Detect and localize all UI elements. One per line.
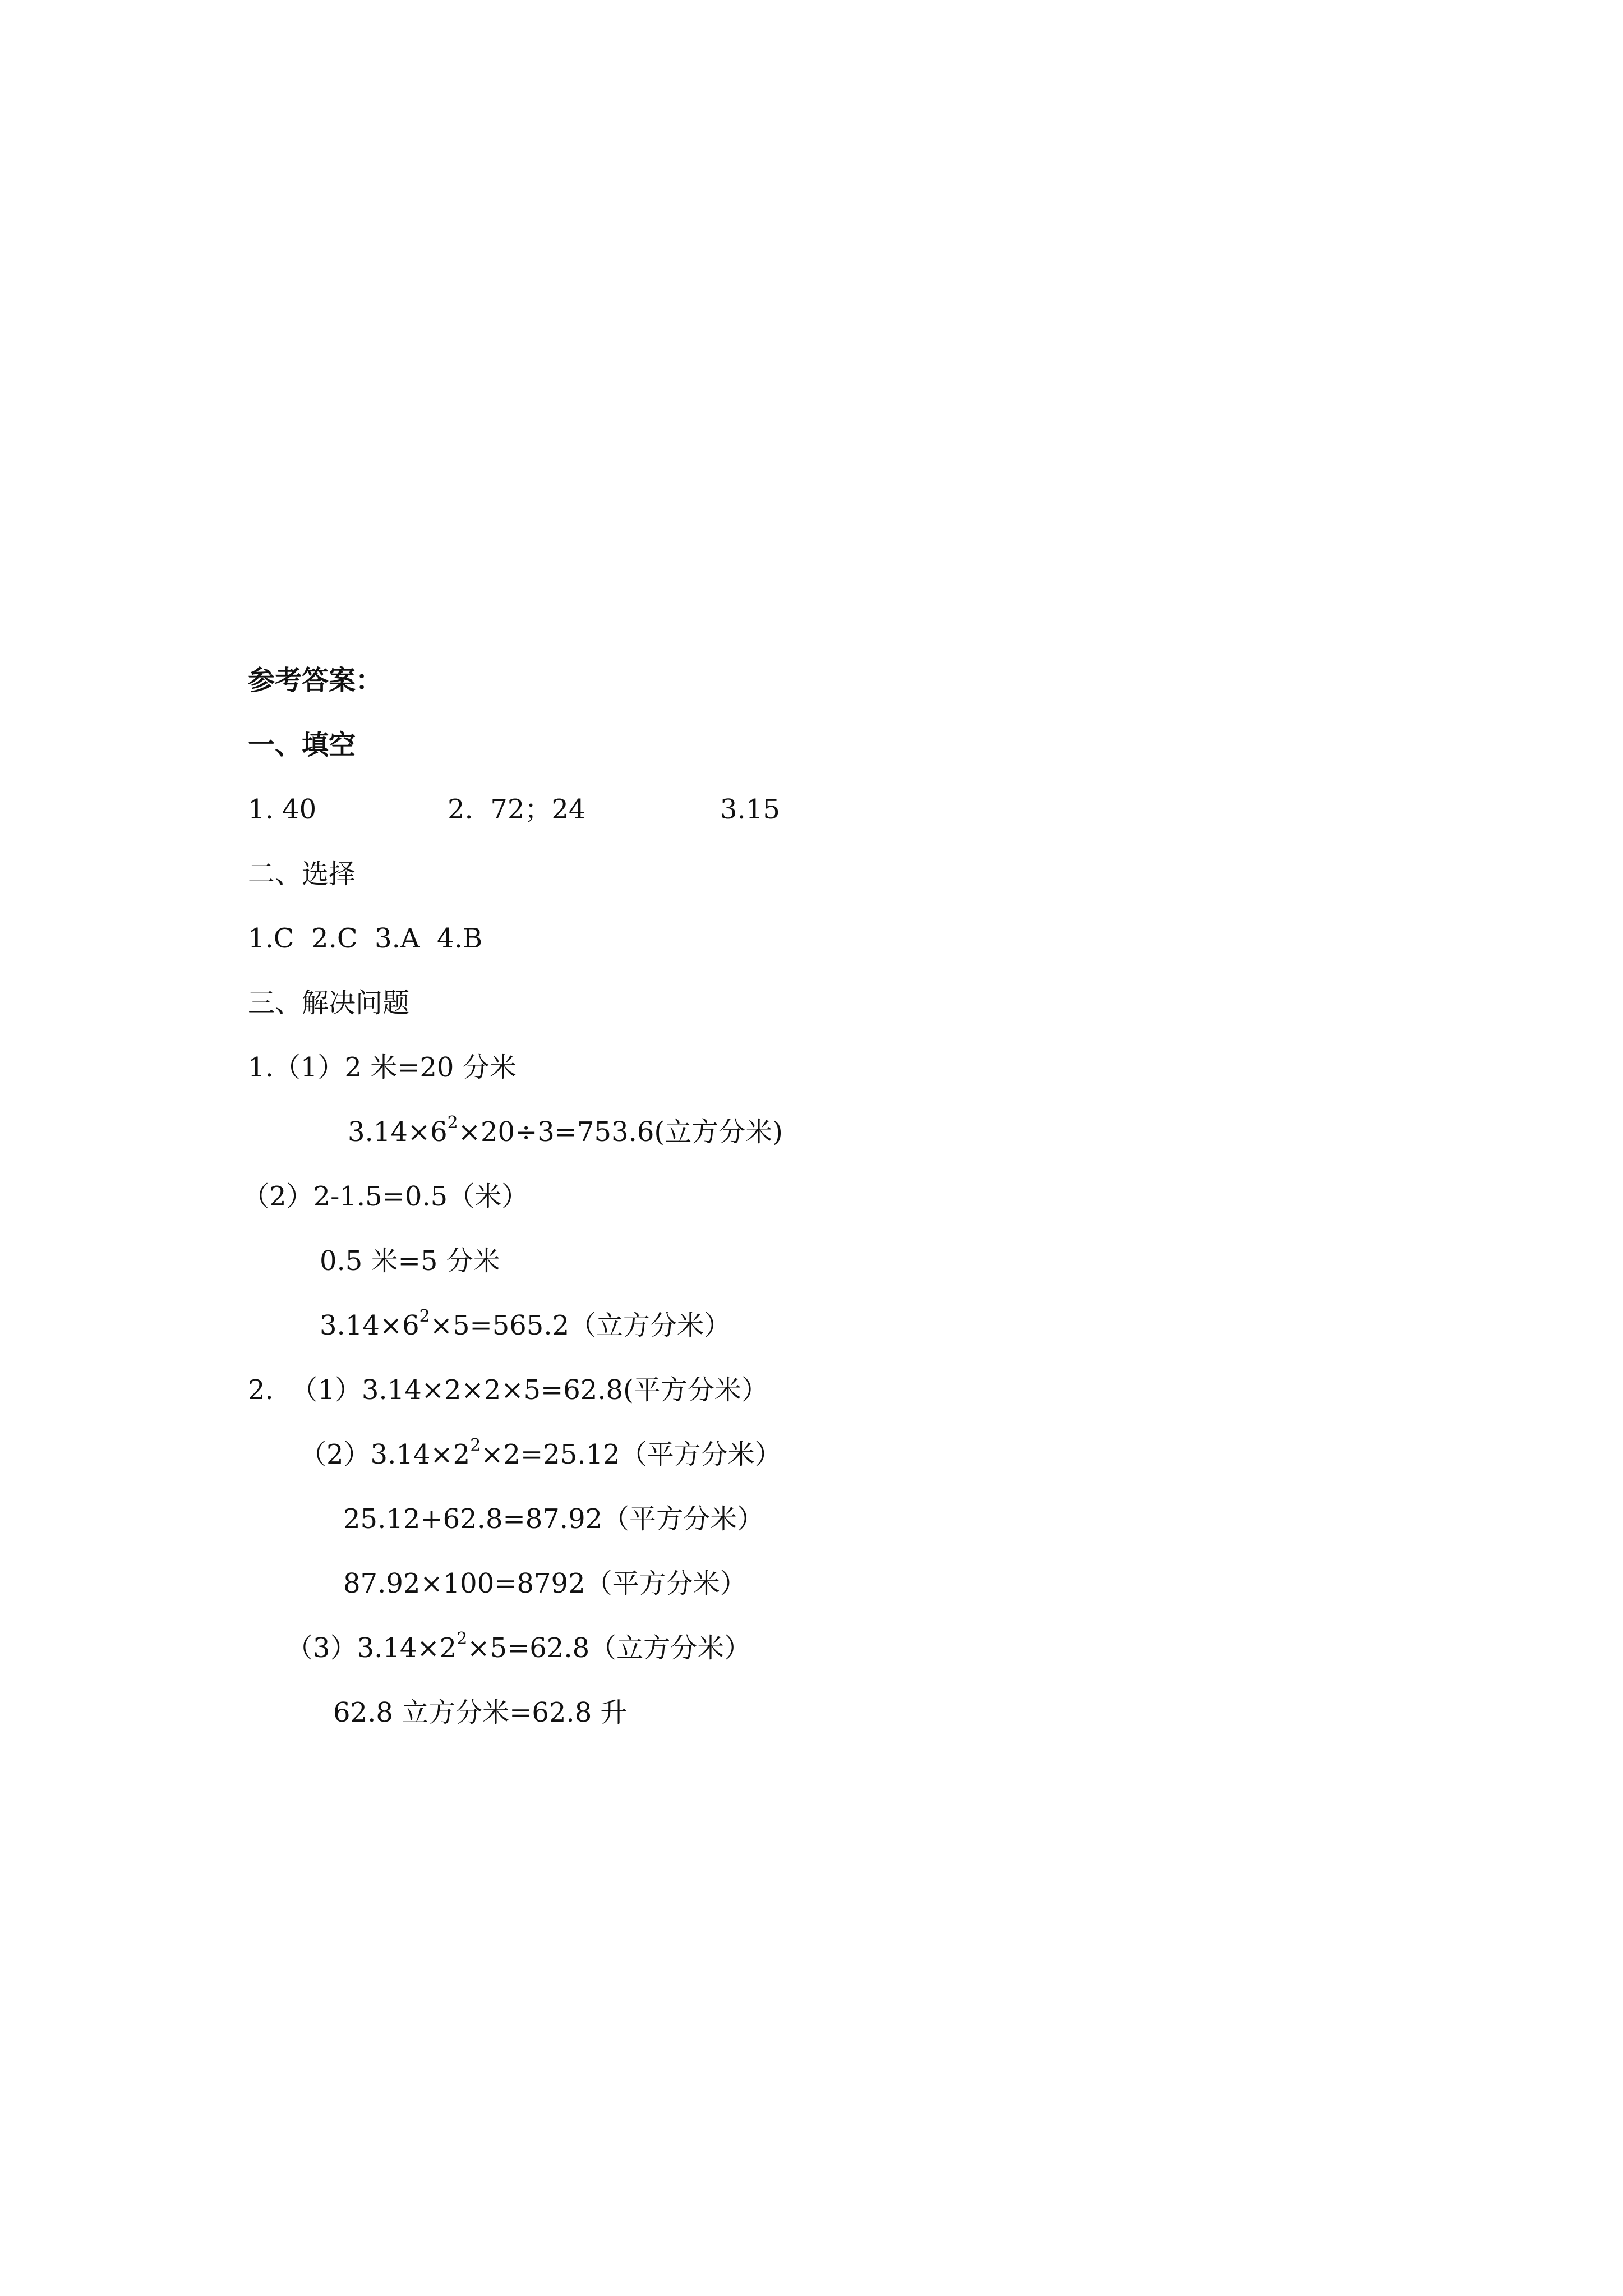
problem2-line2-exponent: 2	[470, 1435, 481, 1455]
problem1-line2	[348, 1115, 783, 1149]
problem2-line4: 87.92×100=8792（平方分米）	[343, 1568, 747, 1599]
problem2-line1: 2. （1）3.14×2×2×5=62.8(平方分米）	[248, 1374, 768, 1406]
choice-answers: 1.C 2.C 3.A 4.B	[248, 923, 483, 954]
problem2-line6: 62.8 立方分米=62.8 升	[333, 1697, 628, 1728]
problem2-line5-part1: （3）3.14×2	[286, 1632, 457, 1664]
problem1-line5-part2: ×5=565.2（立方分米）	[430, 1310, 731, 1341]
section-heading-choice: 二、选择	[248, 858, 356, 890]
fill-blank-answers	[248, 793, 780, 826]
problem1-line5	[320, 1306, 731, 1342]
problem2-line5	[286, 1631, 751, 1665]
problem1-line5-part1: 3.14×6	[320, 1310, 419, 1341]
fill-answer-3: 3.15	[720, 794, 780, 825]
section-heading-problems: 三、解决问题	[248, 987, 410, 1019]
fill-answer-2: 2. 72；24	[448, 794, 586, 825]
problem1-line3: （2）2-1.5=0.5（米）	[242, 1181, 529, 1212]
problem1-line5-exponent: 2	[419, 1306, 430, 1326]
section-heading-fill-blank: 一、填空	[248, 729, 356, 761]
problem2-line3: 25.12+62.8=87.92（平方分米）	[343, 1503, 764, 1535]
problem2-line2-part1: （2）3.14×2	[299, 1439, 471, 1470]
page-title: 参考答案：	[248, 665, 383, 696]
problem2-line2-part2: ×2=25.12（平方分米）	[481, 1439, 782, 1470]
problem2-line2	[299, 1435, 782, 1471]
problem1-line2-part1: 3.14×6	[348, 1116, 448, 1148]
problem1-line1: 1.（1）2 米=20 分米	[248, 1052, 517, 1083]
problem2-line5-part2: ×5=62.8（立方分米）	[467, 1632, 751, 1664]
fill-answer-1: 1. 40	[248, 794, 317, 825]
problem1-line2-part2: ×20÷3=753.6(立方分米)	[458, 1116, 783, 1148]
problem1-line4: 0.5 米=5 分米	[320, 1245, 500, 1277]
problem1-line2-exponent: 2	[447, 1113, 458, 1133]
problem2-line5-exponent: 2	[457, 1629, 468, 1649]
